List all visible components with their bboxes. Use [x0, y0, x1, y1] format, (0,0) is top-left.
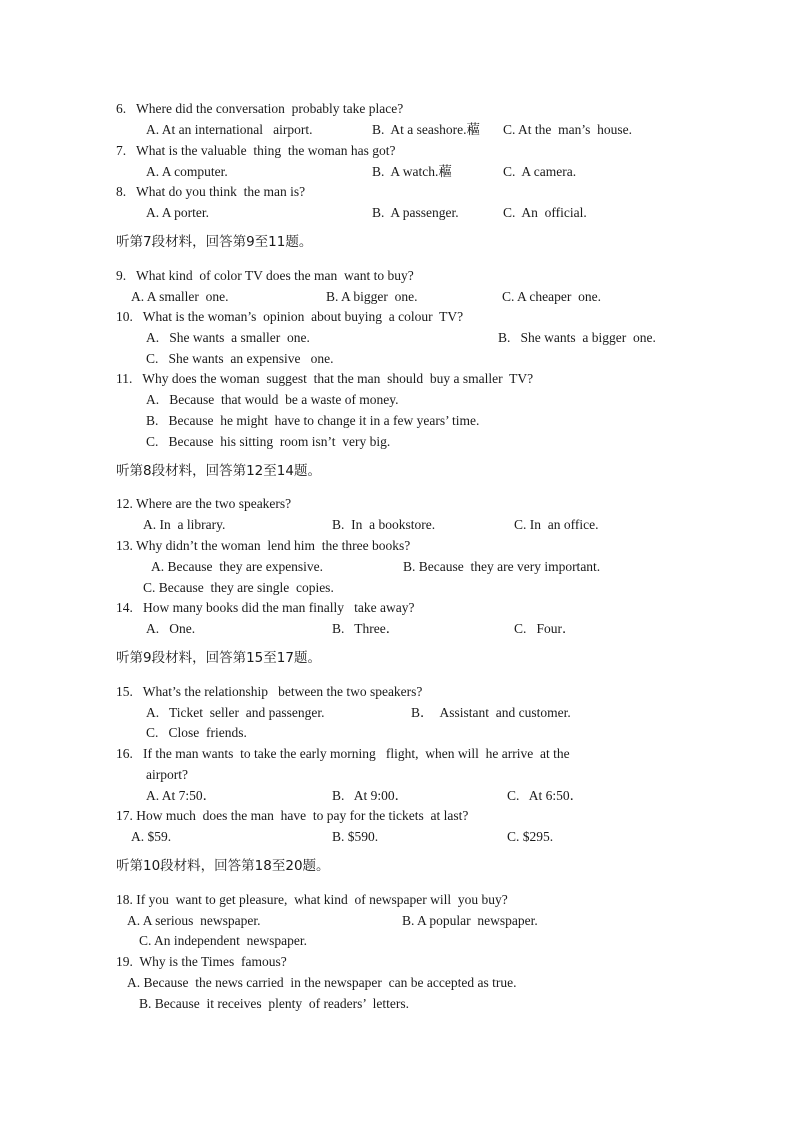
question-19-option-a: A. Because the news carried in the newspaper can be accepted as true.	[127, 975, 517, 990]
question-14-stem: 14. How many books did the man finally take away?	[116, 600, 415, 615]
section-10-heading: 听第10段材料，回答第18至20题。	[116, 858, 330, 874]
question-7-option-c: C. A camera.	[503, 164, 577, 179]
question-6-stem: 6. Where did the conversation probably take place?	[116, 101, 404, 116]
question-7-option-b: B. A watch.藲	[372, 164, 452, 179]
question-12-option-c: C. In an office.	[514, 517, 599, 532]
question-12-stem: 12. Where are the two speakers?	[116, 496, 292, 511]
question-16-option-c: C. At 6:50．	[507, 788, 584, 803]
question-17-option-c: C. $295.	[507, 829, 554, 844]
question-11-option-b: B. Because he might have to change it in a few years’ time.	[146, 413, 480, 428]
question-12-option-a: A. In a library.	[143, 517, 226, 532]
section-7-heading: 听第7段材料，回答第9至11题。	[116, 234, 313, 250]
question-7-option-a: A. A computer.	[146, 164, 228, 179]
question-10-stem: 10. What is the woman’s opinion about buying a colour TV?	[116, 309, 464, 324]
question-17-option-a: A. $59.	[131, 829, 172, 844]
question-10-option-b: B. She wants a bigger one.	[498, 330, 656, 345]
question-6-option-a: A. At an international airport.	[146, 122, 313, 137]
question-15-option-b: B． Assistant and customer.	[411, 705, 571, 720]
question-19-stem: 19. Why is the Times famous?	[116, 954, 287, 969]
question-14-option-a: A. One.	[146, 621, 196, 636]
question-14-option-c: C. Four．	[514, 621, 576, 636]
question-12-option-b: B. In a bookstore.	[332, 517, 436, 532]
question-17-option-b: B. $590.	[332, 829, 379, 844]
question-8-option-b: B. A passenger.	[372, 205, 459, 220]
question-11-stem: 11. Why does the woman suggest that the man should buy a smaller TV?	[116, 371, 534, 386]
question-15-option-a: A. Ticket seller and passenger.	[146, 705, 325, 720]
question-8-option-c: C. An official.	[503, 205, 587, 220]
question-9-option-c: C. A cheaper one.	[502, 289, 601, 304]
question-9-option-a: A. A smaller one.	[131, 289, 229, 304]
question-10-option-a: A. She wants a smaller one.	[146, 330, 310, 345]
question-16-option-a: A. At 7:50．	[146, 788, 217, 803]
question-7-stem: 7. What is the valuable thing the woman has got?	[116, 143, 396, 158]
question-9-option-b: B. A bigger one.	[326, 289, 418, 304]
question-15-stem: 15. What’s the relationship between the two speakers?	[116, 684, 423, 699]
question-11-option-c: C. Because his sitting room isn’t very big.	[146, 434, 391, 449]
question-16-stem: 16. If the man wants to take the early morning flight, when will he arrive at the	[116, 746, 570, 761]
question-9-stem: 9. What kind of color TV does the man want to buy?	[116, 268, 414, 283]
question-13-option-c: C. Because they are single copies.	[143, 580, 334, 595]
question-19-option-b: B. Because it receives plenty of readers’ letters.	[139, 996, 410, 1011]
question-8-option-a: A. A porter.	[146, 205, 209, 220]
question-6-option-b: B. At a seashore.藲	[372, 122, 480, 137]
question-16-option-b: B. At 9:00．	[332, 788, 409, 803]
question-16-stem-continued: airport?	[146, 767, 188, 782]
question-18-option-b: B. A popular newspaper.	[402, 913, 538, 928]
question-15-option-c: C. Close friends.	[146, 725, 247, 740]
question-8-stem: 8. What do you think the man is?	[116, 184, 306, 199]
question-18-option-c: C. An independent newspaper.	[139, 933, 307, 948]
question-11-option-a: A. Because that would be a waste of money.	[146, 392, 399, 407]
section-8-heading: 听第8段材料，回答第12至14题。	[116, 463, 321, 479]
question-6-option-c: C. At the man’s house.	[503, 122, 632, 137]
question-10-option-c: C. She wants an expensive one.	[146, 351, 334, 366]
question-17-stem: 17. How much does the man have to pay for the tickets at last?	[116, 808, 469, 823]
question-13-option-b: B. Because they are very important.	[403, 559, 601, 574]
question-14-option-b: B. Three．	[332, 621, 400, 636]
section-9-heading: 听第9段材料，回答第15至17题。	[116, 650, 321, 666]
question-18-option-a: A. A serious newspaper.	[127, 913, 261, 928]
question-13-option-a: A. Because they are expensive.	[151, 559, 324, 574]
question-13-stem: 13. Why didn’t the woman lend him the three books?	[116, 538, 411, 553]
question-18-stem: 18. If you want to get pleasure, what kind of newspaper will you buy?	[116, 892, 508, 907]
